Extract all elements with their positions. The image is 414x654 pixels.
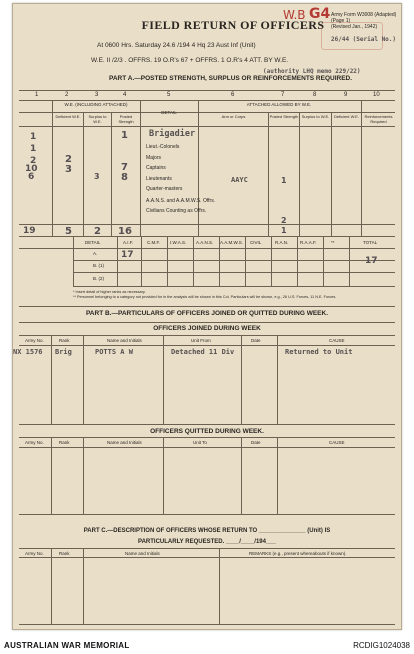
quitted-col-header: Date xyxy=(251,440,261,445)
grid-line xyxy=(219,548,220,624)
hw-value: 1 xyxy=(30,132,37,142)
grid-line xyxy=(73,260,395,261)
grid-line xyxy=(19,126,395,127)
grid-line xyxy=(83,335,84,424)
form-number xyxy=(331,12,397,30)
hw-value: 1 xyxy=(281,226,287,235)
grid-line xyxy=(331,112,332,236)
subheader: Deficient W.E. xyxy=(55,114,81,119)
detail-row-label: B. (1) xyxy=(93,263,105,268)
grid-line xyxy=(241,437,242,514)
hw-value: 8 xyxy=(121,172,128,183)
quitted-col-header: CAUSE xyxy=(329,440,345,445)
document-sheet xyxy=(12,3,402,630)
detail-table-header: A.I.F. xyxy=(123,240,134,245)
grid-line xyxy=(19,90,395,91)
grid-line xyxy=(51,335,52,424)
detail-table-header: A.A.M.W.S. xyxy=(220,240,244,245)
joined-unit-from: Detached 11 Div xyxy=(171,348,235,356)
detail-table-header: A.A.N.S. xyxy=(196,240,214,245)
record-id: RCDIG1024038 xyxy=(353,641,410,650)
form-number-text: Army Form W3008 (Adapted) (Page 1) xyxy=(331,12,397,24)
hw-value: 3 xyxy=(65,164,72,175)
column-number: 8 xyxy=(313,92,317,98)
form-title: FIELD RETURN OF OFFICERS xyxy=(141,18,325,32)
grid-line xyxy=(19,306,395,307)
subheader: Deficient W.E. xyxy=(333,114,360,119)
grid-line xyxy=(19,624,395,625)
grid-line xyxy=(83,548,84,624)
detail-table-header: R.A.A.F. xyxy=(300,240,317,245)
quitted-col-header: Unit To xyxy=(193,440,207,445)
grid-line xyxy=(51,437,52,514)
grid-line xyxy=(141,236,142,286)
hw-value: 2 xyxy=(30,156,37,166)
grid-line xyxy=(19,248,395,249)
grid-line xyxy=(83,112,84,236)
grid-line xyxy=(73,286,395,287)
grid-line xyxy=(299,112,300,236)
grid-line xyxy=(19,514,395,515)
establishment-line: W.E. II /2/3 . OFFRS. 19 O.R's 67 + OFFRS. 1 O.R's 4 ATT. BY W.E. xyxy=(91,57,289,64)
rank-item: Lieutenants xyxy=(146,175,172,182)
rank-list xyxy=(146,142,215,214)
rank-item: Lieut.-Colonels xyxy=(146,144,180,150)
grid-line xyxy=(268,112,269,236)
grid-line xyxy=(19,548,395,549)
grid-line xyxy=(140,100,141,236)
grid-line xyxy=(241,335,242,424)
joined-name: POTTS A W xyxy=(95,348,133,356)
detail-table-header: CIVIL xyxy=(250,240,262,245)
aif-value: 17 xyxy=(121,250,134,260)
grid-line xyxy=(51,548,52,624)
hw-value: 6 xyxy=(28,172,35,182)
detail-row-label: B. (2) xyxy=(93,276,105,281)
column-number: 5 xyxy=(167,92,171,98)
column-number: 3 xyxy=(95,92,99,98)
grid-line xyxy=(277,335,278,424)
handwritten-g4: G4 xyxy=(309,6,331,22)
detail-header: DETAIL xyxy=(161,110,177,115)
detail-table-header: ** xyxy=(331,240,335,245)
quitted-col-header: Army No. xyxy=(25,440,44,445)
grid-line xyxy=(19,112,395,113)
total-value: 17 xyxy=(365,256,378,266)
joined-col-header: CAUSE xyxy=(329,338,345,343)
grid-line xyxy=(117,236,118,286)
grid-line xyxy=(277,437,278,514)
hw-value: 19 xyxy=(23,226,36,236)
detail-table-header: R.A.N. xyxy=(275,240,289,245)
subheader: Posted Strength xyxy=(118,114,134,124)
rank-item: A.A.N.S. and A.A.M.W.S. Offrs. xyxy=(146,197,216,204)
grid-line xyxy=(163,437,164,514)
subheader: Reinforcements Required xyxy=(364,114,393,124)
part-c-heading: PART C.—DESCRIPTION OF OFFICERS WHOSE RETURN TO ______________ (Unit) IS xyxy=(83,528,331,534)
rank-item: Quarter-masters xyxy=(146,186,183,192)
detail-table-header: DETAIL xyxy=(85,240,101,245)
joined-col-header: Rank xyxy=(59,338,70,343)
grid-line xyxy=(349,236,350,286)
time-line: At 0600 Hrs. Saturday 24.6 /194 4 Hq 23 Aust Inf (Unit) xyxy=(97,42,256,49)
hw-value: 10 xyxy=(25,164,38,174)
subheader: Surplus to W.E. xyxy=(301,114,330,119)
grid-line xyxy=(19,437,395,438)
part-c-subheading: PARTICULARLY REQUESTED. ____/____/194___ xyxy=(138,539,276,545)
joined-army-no: NX 1576 xyxy=(13,348,43,356)
joined-col-header: Date xyxy=(251,338,261,343)
grid-line xyxy=(19,335,395,336)
grid-line xyxy=(323,236,324,286)
typed-rank-brigadier: Brigadier xyxy=(149,129,196,139)
hw-value: 2 xyxy=(94,226,101,237)
grid-line xyxy=(19,345,395,346)
archive-name: AUSTRALIAN WAR MEMORIAL xyxy=(4,641,130,650)
grid-line xyxy=(297,236,298,286)
hw-value: 1 xyxy=(121,130,128,141)
serial-number: 26/44 (Serial No.) xyxy=(331,36,397,43)
grid-line xyxy=(19,100,395,101)
grid-line xyxy=(19,424,395,425)
column-number: 2 xyxy=(65,92,69,98)
subheader: Posted Strength xyxy=(269,114,299,119)
rank-item: Majors xyxy=(146,154,162,161)
quitted-heading: OFFICERS QUITTED DURING WEEK. xyxy=(150,428,264,435)
hw-value: 3 xyxy=(94,172,100,181)
column-number: 6 xyxy=(231,92,235,98)
hw-value: 1 xyxy=(281,176,287,185)
part-c-col-header: Name and Initials xyxy=(125,551,160,556)
hw-value: 2 xyxy=(281,216,287,225)
grid-line xyxy=(19,322,395,323)
quitted-col-header: Name and Initials xyxy=(107,440,142,445)
grid-line xyxy=(83,437,84,514)
grid-line xyxy=(111,112,112,236)
grid-line xyxy=(19,557,395,558)
grid-line xyxy=(193,236,194,286)
hw-value: 1 xyxy=(30,144,37,154)
column-number: 10 xyxy=(373,92,380,98)
authority-note: (authority LHQ memo 229/22) xyxy=(263,68,361,75)
detail-row-label: A. xyxy=(93,251,98,256)
joined-col-header: Unit From xyxy=(191,338,211,343)
rank-item: Civilians Counting as Offrs. xyxy=(146,207,207,214)
footnote: ** Personnel belonging to a category not provided for in the analysis will be shown in this Col. Particulars will be shown, e.g., 26 U.S. Forces, 11 N.E. Forces. xyxy=(73,295,337,299)
grid-line xyxy=(52,100,53,236)
detail-table-header: C.M.F. xyxy=(147,240,160,245)
part-c-col-header: Rank xyxy=(59,551,70,556)
attached-header: ATTACHED ALLOWED BY W.E. xyxy=(246,102,312,107)
grid-line xyxy=(73,236,74,286)
part-a-heading: PART A.—POSTED STRENGTH, SURPLUS OR REINFORCEMENTS REQUIRED. xyxy=(109,75,353,82)
grid-line xyxy=(73,272,395,273)
grid-line xyxy=(167,236,168,286)
archive-footer xyxy=(0,637,414,654)
quitted-col-header: Rank xyxy=(59,440,70,445)
subheader: Surplus to W.E. xyxy=(88,114,107,124)
column-number: 7 xyxy=(281,92,285,98)
grid-line xyxy=(19,236,395,237)
joined-cause: Returned to Unit xyxy=(285,348,353,356)
subheader: Arm or Corps xyxy=(221,114,246,119)
detail-table-header: TOTAL xyxy=(363,240,378,245)
rank-item: Captains xyxy=(146,165,166,171)
hw-value: 16 xyxy=(118,226,132,237)
detail-table-header: I.W.A.S. xyxy=(170,240,187,245)
hw-value: 7 xyxy=(121,162,128,173)
handwritten-wb: W.B xyxy=(283,8,306,22)
footnote: * Insert detail of higher ranks as necessary. xyxy=(73,290,146,294)
part-c-col-header: Army No. xyxy=(25,551,44,556)
column-number: 1 xyxy=(35,92,39,98)
part-b-heading: PART B.—PARTICULARS OF OFFICERS JOINED OR QUITTED DURING WEEK. xyxy=(85,310,329,317)
joined-col-header: Name and Initials xyxy=(107,338,142,343)
joined-col-header: Army No. xyxy=(25,338,44,343)
joined-rank: Brig xyxy=(55,348,72,356)
part-c-col-header: REMARKS (e.g., present whereabouts if known). xyxy=(249,551,347,556)
hw-value: 2 xyxy=(65,154,72,165)
grid-line xyxy=(163,335,164,424)
grid-line xyxy=(245,236,246,286)
column-number: 9 xyxy=(344,92,348,98)
we-header: W.E. (INCLUDING ATTACHED) xyxy=(64,102,128,107)
grid-line xyxy=(271,236,272,286)
grid-line xyxy=(19,447,395,448)
joined-heading: OFFICERS JOINED DURING WEEK xyxy=(153,325,261,332)
column-number: 4 xyxy=(123,92,127,98)
form-revised-text: (Revised Jan., 1942) xyxy=(331,24,378,30)
arm-corps: AAYC xyxy=(231,176,248,184)
grid-line xyxy=(19,224,395,225)
hw-value: 5 xyxy=(65,226,72,237)
